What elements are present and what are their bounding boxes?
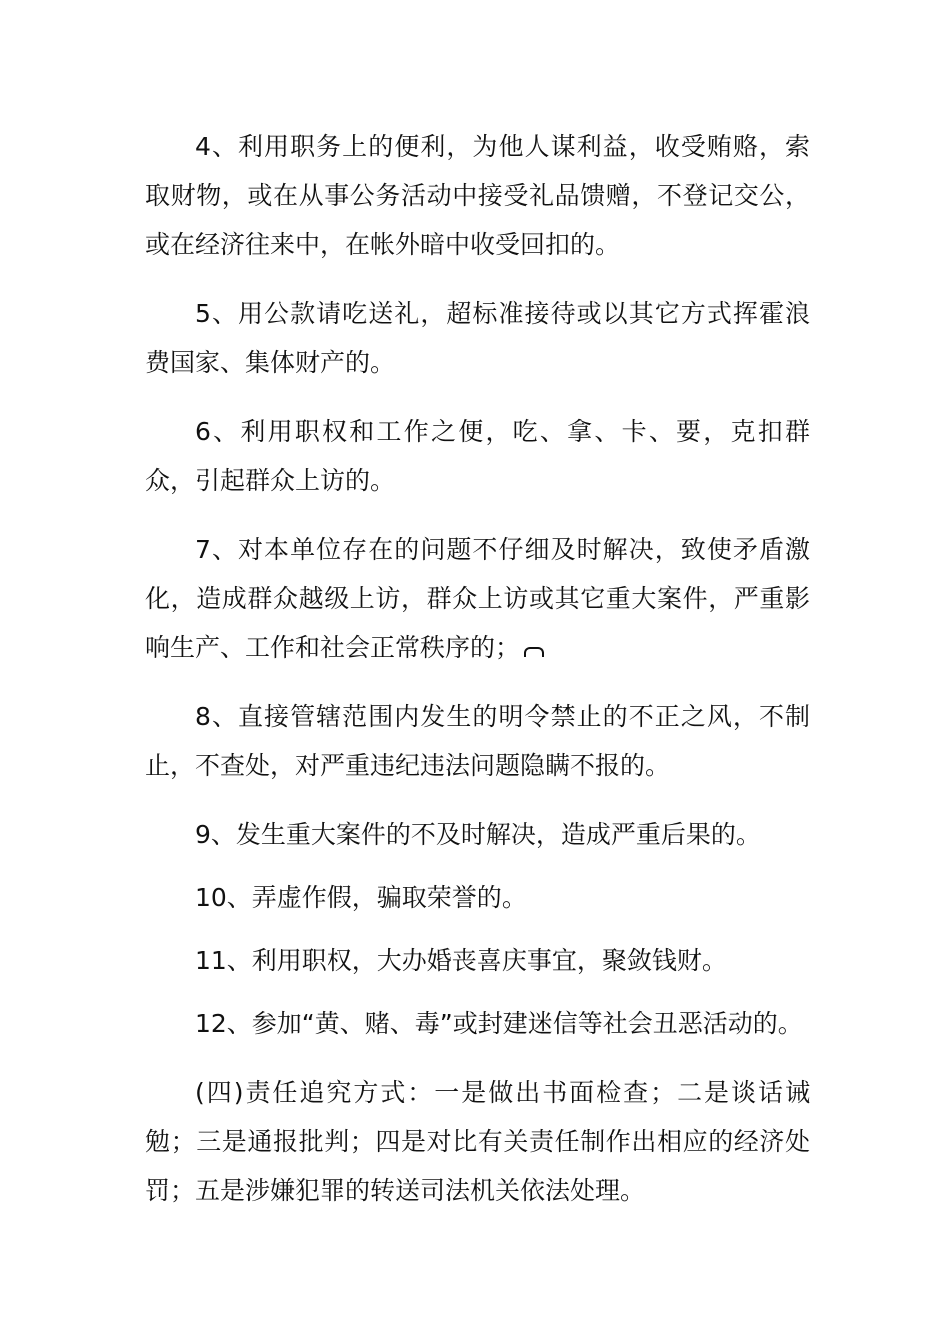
paragraph-item-6: 6、利用职权和工作之便，吃、拿、卡、要，克扣群众，引起群众上访的。 bbox=[145, 417, 810, 495]
paragraph-item-8: 8、直接管辖范围内发生的明令禁止的不正之风，不制止，不查处，对严重违纪违法问题隐瞒不报的。 bbox=[145, 702, 810, 780]
stray-mark-icon bbox=[524, 647, 544, 657]
paragraph-item-7-text: 7、对本单位存在的问题不仔细及时解决，致使矛盾激化，造成群众越级上访，群众上访或其它重大案件，严重影响生产、工作和社会正常秩序的； bbox=[145, 535, 810, 662]
document-page bbox=[145, 122, 810, 1235]
paragraph-item-12: 12、参加“黄、赌、毒”或封建迷信等社会丑恶活动的。 bbox=[195, 1009, 803, 1038]
paragraph-item-4: 4、利用职务上的便利，为他人谋利益，收受贿赂，索取财物，或在从事公务活动中接受礼品馈赠，不登记交公，或在经济往来中，在帐外暗中收受回扣的。 bbox=[145, 132, 810, 259]
paragraph-section-4: (四)责任追究方式：一是做出书面检查；二是谈话诫勉；三是通报批判；四是对比有关责任制作出相应的经济处罚；五是涉嫌犯罪的转送司法机关依法处理。 bbox=[145, 1078, 810, 1205]
paragraph-item-7 bbox=[145, 525, 810, 672]
paragraph-item-5: 5、用公款请吃送礼，超标准接待或以其它方式挥霍浪费国家、集体财产的。 bbox=[145, 299, 810, 377]
paragraph-item-11: 11、利用职权，大办婚丧喜庆事宜，聚敛钱财。 bbox=[195, 946, 727, 975]
paragraph-item-9: 9、发生重大案件的不及时解决，造成严重后果的。 bbox=[195, 820, 761, 849]
paragraph-item-10: 10、弄虚作假，骗取荣誉的。 bbox=[195, 883, 527, 912]
